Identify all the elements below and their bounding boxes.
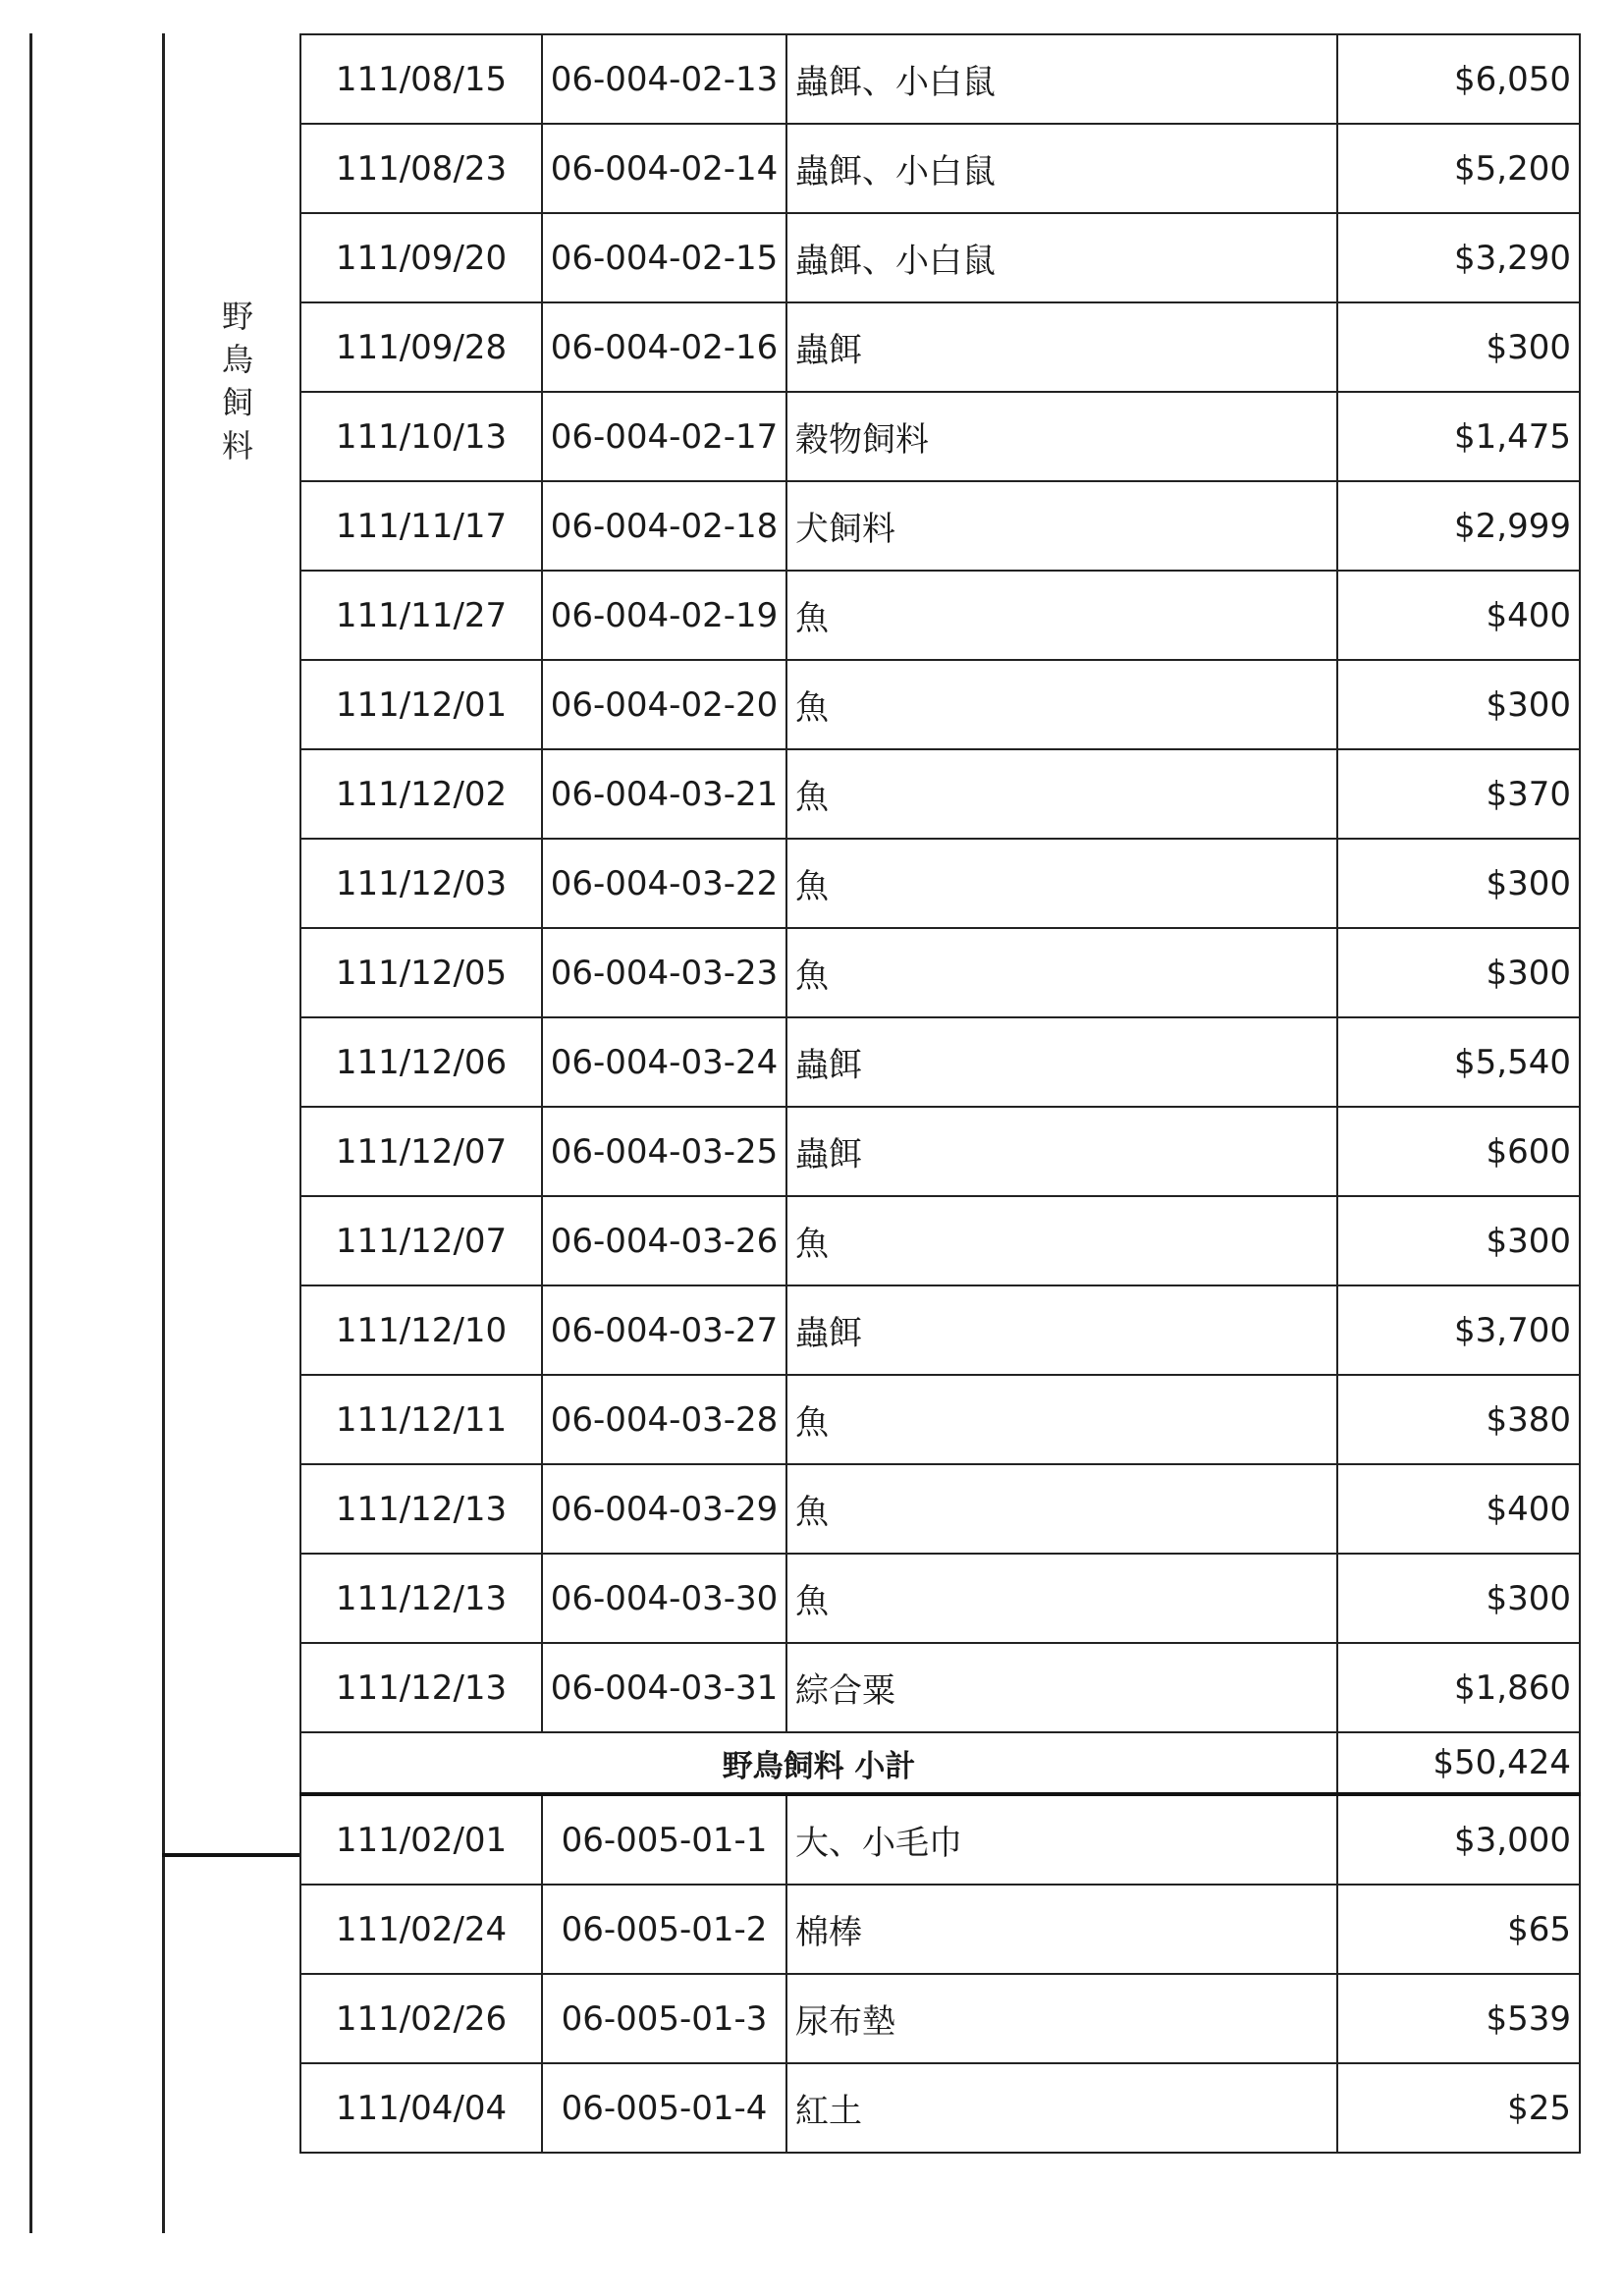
item-cell: 棉棒 <box>786 1885 1337 1974</box>
date-cell: 111/12/11 <box>300 1375 542 1464</box>
amount-cell: $300 <box>1337 1554 1580 1643</box>
amount-cell: $1,860 <box>1337 1643 1580 1732</box>
expense-table <box>299 33 1581 2154</box>
date-cell: 111/12/13 <box>300 1643 542 1732</box>
item-cell: 魚 <box>786 839 1337 928</box>
amount-cell: $539 <box>1337 1974 1580 2063</box>
date-cell: 111/10/13 <box>300 392 542 481</box>
table-row <box>300 2063 1580 2153</box>
date-cell: 111/11/17 <box>300 481 542 571</box>
table-row <box>300 392 1580 481</box>
table-row <box>300 1885 1580 1974</box>
date-cell: 111/12/10 <box>300 1285 542 1375</box>
category-label <box>208 295 267 467</box>
table-row <box>300 1196 1580 1285</box>
category-char: 飼 <box>221 384 253 421</box>
amount-cell: $6,050 <box>1337 34 1580 124</box>
voucher-code-cell: 06-004-03-23 <box>542 928 786 1017</box>
amount-cell: $400 <box>1337 571 1580 660</box>
table-row <box>300 571 1580 660</box>
item-cell: 尿布墊 <box>786 1974 1337 2063</box>
item-cell: 魚 <box>786 928 1337 1017</box>
subtotal-section <box>300 1732 1580 1794</box>
date-cell: 111/08/23 <box>300 124 542 213</box>
table-row <box>300 1974 1580 2063</box>
item-cell: 魚 <box>786 571 1337 660</box>
table-row <box>300 481 1580 571</box>
table-row <box>300 1285 1580 1375</box>
subtotal-label: 野鳥飼料 小計 <box>300 1732 1337 1794</box>
voucher-code-cell: 06-004-03-22 <box>542 839 786 928</box>
table-row <box>300 749 1580 839</box>
date-cell: 111/12/03 <box>300 839 542 928</box>
amount-cell: $300 <box>1337 302 1580 392</box>
category-char: 野 <box>221 298 253 335</box>
item-cell: 魚 <box>786 1375 1337 1464</box>
table-row <box>300 213 1580 302</box>
voucher-code-cell: 06-005-01-1 <box>542 1794 786 1885</box>
voucher-code-cell: 06-005-01-3 <box>542 1974 786 2063</box>
item-cell: 蟲餌 <box>786 1285 1337 1375</box>
date-cell: 111/12/05 <box>300 928 542 1017</box>
amount-cell: $3,700 <box>1337 1285 1580 1375</box>
bird-feed-rows <box>300 34 1580 1732</box>
date-cell: 111/12/06 <box>300 1017 542 1107</box>
date-cell: 111/09/20 <box>300 213 542 302</box>
category-char: 料 <box>221 427 253 465</box>
date-cell: 111/09/28 <box>300 302 542 392</box>
item-cell: 大、小毛巾 <box>786 1794 1337 1885</box>
table-row <box>300 302 1580 392</box>
supplies-rows <box>300 1794 1580 2153</box>
item-cell: 紅土 <box>786 2063 1337 2153</box>
amount-cell: $300 <box>1337 839 1580 928</box>
amount-cell: $65 <box>1337 1885 1580 1974</box>
voucher-code-cell: 06-004-02-15 <box>542 213 786 302</box>
voucher-code-cell: 06-004-02-19 <box>542 571 786 660</box>
table-row <box>300 1017 1580 1107</box>
date-cell: 111/12/02 <box>300 749 542 839</box>
voucher-code-cell: 06-004-03-29 <box>542 1464 786 1554</box>
voucher-code-cell: 06-004-02-20 <box>542 660 786 749</box>
amount-cell: $3,290 <box>1337 213 1580 302</box>
item-cell: 蟲餌、小白鼠 <box>786 34 1337 124</box>
amount-cell: $5,200 <box>1337 124 1580 213</box>
amount-cell: $1,475 <box>1337 392 1580 481</box>
item-cell: 蟲餌 <box>786 1107 1337 1196</box>
table-row <box>300 1794 1580 1885</box>
date-cell: 111/12/13 <box>300 1464 542 1554</box>
voucher-code-cell: 06-004-03-21 <box>542 749 786 839</box>
amount-cell: $380 <box>1337 1375 1580 1464</box>
voucher-code-cell: 06-004-03-25 <box>542 1107 786 1196</box>
item-cell: 蟲餌 <box>786 1017 1337 1107</box>
amount-cell: $2,999 <box>1337 481 1580 571</box>
table-row <box>300 660 1580 749</box>
amount-cell: $400 <box>1337 1464 1580 1554</box>
voucher-code-cell: 06-004-03-31 <box>542 1643 786 1732</box>
voucher-code-cell: 06-004-03-28 <box>542 1375 786 1464</box>
table-row <box>300 839 1580 928</box>
amount-cell: $3,000 <box>1337 1794 1580 1885</box>
table-row <box>300 124 1580 213</box>
item-cell: 魚 <box>786 749 1337 839</box>
item-cell: 穀物飼料 <box>786 392 1337 481</box>
category-char: 鳥 <box>221 341 253 378</box>
voucher-code-cell: 06-005-01-2 <box>542 1885 786 1974</box>
amount-cell: $300 <box>1337 928 1580 1017</box>
item-cell: 蟲餌、小白鼠 <box>786 124 1337 213</box>
item-cell: 蟲餌 <box>786 302 1337 392</box>
date-cell: 111/11/27 <box>300 571 542 660</box>
table-row <box>300 1643 1580 1732</box>
voucher-code-cell: 06-004-03-27 <box>542 1285 786 1375</box>
group-separator <box>162 1853 299 1857</box>
subtotal-row <box>300 1732 1580 1794</box>
amount-cell: $25 <box>1337 2063 1580 2153</box>
date-cell: 111/12/07 <box>300 1107 542 1196</box>
date-cell: 111/02/24 <box>300 1885 542 1974</box>
item-cell: 綜合粟 <box>786 1643 1337 1732</box>
voucher-code-cell: 06-004-02-17 <box>542 392 786 481</box>
amount-cell: $300 <box>1337 1196 1580 1285</box>
outer-border-left <box>29 33 32 2233</box>
category-column-left-border <box>162 33 165 2233</box>
table-row <box>300 1464 1580 1554</box>
table-row <box>300 1554 1580 1643</box>
date-cell: 111/08/15 <box>300 34 542 124</box>
date-cell: 111/04/04 <box>300 2063 542 2153</box>
date-cell: 111/02/26 <box>300 1974 542 2063</box>
amount-cell: $370 <box>1337 749 1580 839</box>
voucher-code-cell: 06-004-02-18 <box>542 481 786 571</box>
voucher-code-cell: 06-005-01-4 <box>542 2063 786 2153</box>
amount-cell: $600 <box>1337 1107 1580 1196</box>
subtotal-amount: $50,424 <box>1337 1732 1580 1794</box>
date-cell: 111/02/01 <box>300 1794 542 1885</box>
item-cell: 魚 <box>786 1464 1337 1554</box>
voucher-code-cell: 06-004-02-13 <box>542 34 786 124</box>
date-cell: 111/12/07 <box>300 1196 542 1285</box>
voucher-code-cell: 06-004-03-30 <box>542 1554 786 1643</box>
item-cell: 蟲餌、小白鼠 <box>786 213 1337 302</box>
amount-cell: $5,540 <box>1337 1017 1580 1107</box>
voucher-code-cell: 06-004-03-24 <box>542 1017 786 1107</box>
date-cell: 111/12/13 <box>300 1554 542 1643</box>
table-row <box>300 928 1580 1017</box>
voucher-code-cell: 06-004-02-14 <box>542 124 786 213</box>
item-cell: 犬飼料 <box>786 481 1337 571</box>
table-row <box>300 1375 1580 1464</box>
date-cell: 111/12/01 <box>300 660 542 749</box>
item-cell: 魚 <box>786 1196 1337 1285</box>
item-cell: 魚 <box>786 1554 1337 1643</box>
item-cell: 魚 <box>786 660 1337 749</box>
table-row <box>300 34 1580 124</box>
voucher-code-cell: 06-004-03-26 <box>542 1196 786 1285</box>
amount-cell: $300 <box>1337 660 1580 749</box>
voucher-code-cell: 06-004-02-16 <box>542 302 786 392</box>
table-row <box>300 1107 1580 1196</box>
